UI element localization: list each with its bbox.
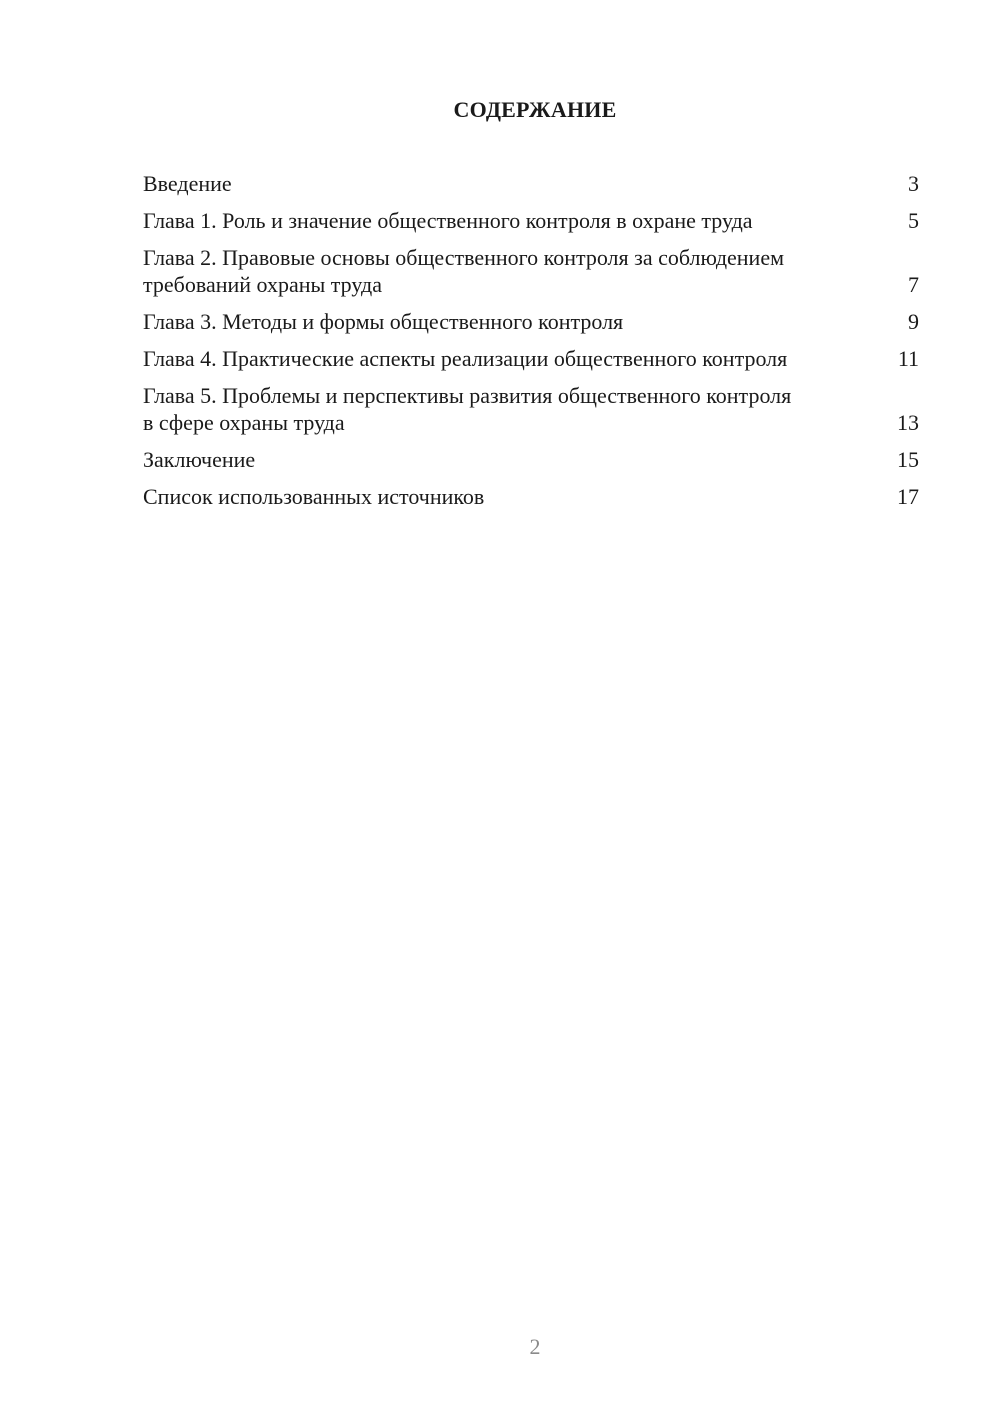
toc-entry-chapter-4 (143, 345, 919, 372)
toc-heading: СОДЕРЖАНИЕ (453, 97, 617, 122)
toc-entry-title: Введение (143, 171, 232, 196)
toc-entry-conclusion (143, 446, 919, 473)
toc-entry-introduction (143, 170, 919, 197)
toc-entry-page: 7 (908, 272, 919, 297)
toc-entry-chapter-2 (143, 244, 919, 298)
toc-entry-page: 15 (897, 447, 919, 472)
toc-entry-page: 11 (897, 346, 919, 371)
toc-entry-page: 13 (897, 410, 919, 435)
toc-entry-title: Глава 4. Практические аспекты реализации общественного контроля (143, 346, 788, 371)
table-of-contents (143, 170, 919, 520)
toc-entry-page: 17 (897, 484, 919, 509)
toc-entry-page: 9 (908, 309, 919, 334)
toc-entry-title: Список использованных источников (143, 484, 485, 509)
toc-entry-page: 3 (908, 171, 919, 196)
toc-entry-title: Глава 2. Правовые основы общественного контроля за соблюдением требований охраны труда (143, 245, 785, 297)
toc-entry-chapter-5 (143, 382, 919, 436)
toc-entry-references (143, 483, 919, 510)
toc-entry-chapter-1 (143, 207, 919, 234)
toc-entry-title: Заключение (143, 447, 256, 472)
toc-entry-title: Глава 1. Роль и значение общественного контроля в охране труда (143, 208, 753, 233)
toc-entry-title: Глава 3. Методы и формы общественного контроля (143, 309, 624, 334)
toc-entry-page: 5 (908, 208, 919, 233)
toc-entry-chapter-3 (143, 308, 919, 335)
page-number: 2 (529, 1334, 541, 1359)
toc-entry-title: Глава 5. Проблемы и перспективы развития общественного контроля в сфере охраны труда (143, 383, 792, 435)
